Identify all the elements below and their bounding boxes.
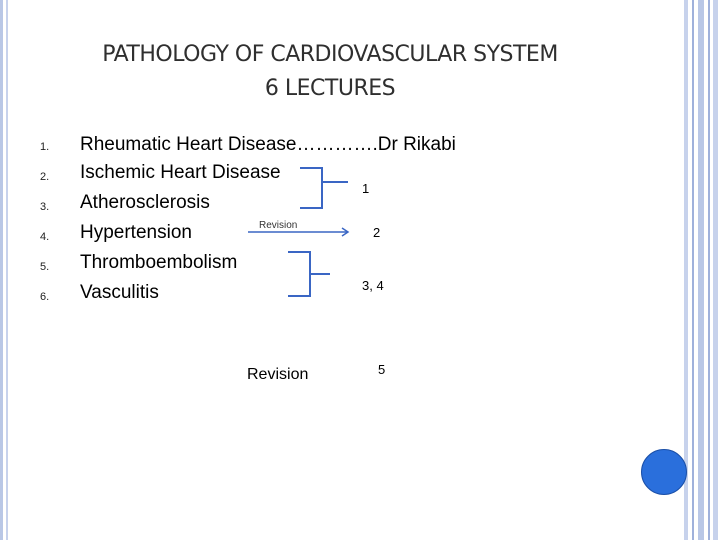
revision-label-large: Revision xyxy=(247,366,309,383)
lecture-number-1: 1 xyxy=(362,181,370,196)
topic-item: Hypertension xyxy=(80,222,192,243)
list-number: 4. xyxy=(40,231,50,243)
topic-item: Atherosclerosis xyxy=(80,192,210,213)
topic-item: Ischemic Heart Disease xyxy=(80,162,281,183)
list-number: 5. xyxy=(40,261,50,273)
lecture-number-2: 2 xyxy=(373,225,381,240)
topic-item: Thromboembolism xyxy=(80,252,238,273)
lecture-number-3-4: 3, 4 xyxy=(362,278,384,293)
title-line-2: 6 LECTURES xyxy=(264,76,396,101)
list-number: 2. xyxy=(40,171,50,183)
bracket-topics-2-3 xyxy=(300,168,348,208)
title-line-1: PATHOLOGY OF CARDIOVASCULAR SYSTEM xyxy=(102,42,558,67)
list-number: 6. xyxy=(40,291,50,303)
bracket-topics-5-6 xyxy=(288,252,330,296)
lecture-number-5: 5 xyxy=(378,362,386,377)
revision-label-small: Revision xyxy=(259,220,298,231)
list-number: 3. xyxy=(40,201,50,213)
list-number: 1. xyxy=(40,141,50,153)
topic-item: Vasculitis xyxy=(80,282,159,303)
topic-item: Rheumatic Heart Disease………….Dr Rikabi xyxy=(80,134,456,155)
